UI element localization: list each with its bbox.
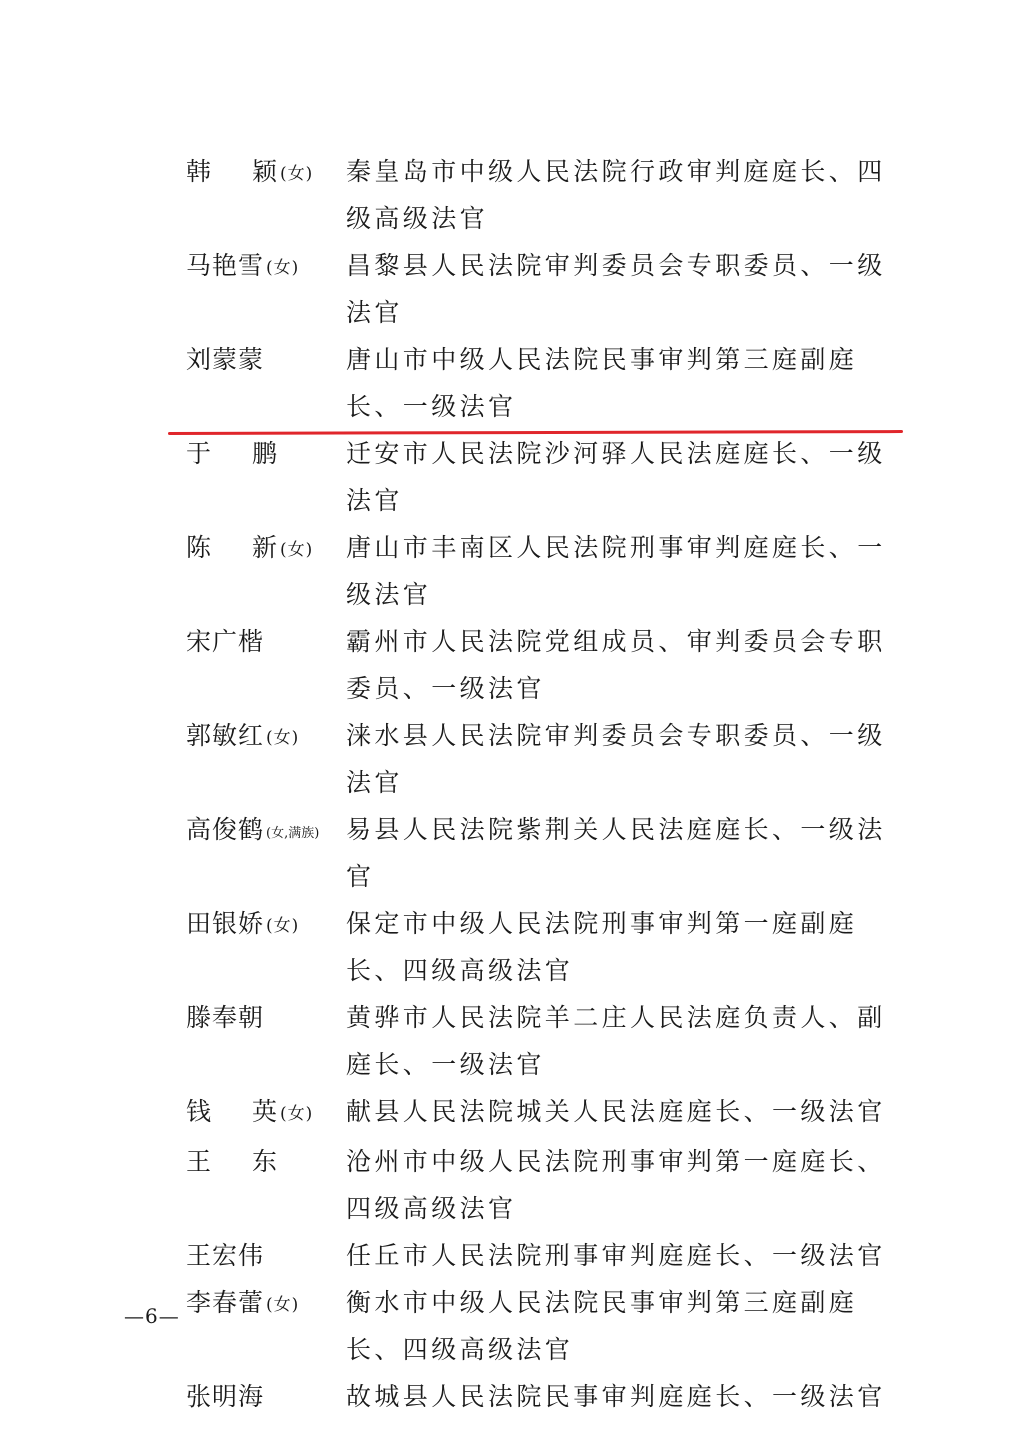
- person-note: (女): [266, 728, 300, 748]
- person-position: 易县人民法院紫荆关人民法庭庭长、一级法官: [346, 815, 886, 891]
- person-name: 田银娇 (女): [186, 909, 300, 938]
- person-name: 王 东: [186, 1147, 279, 1176]
- person-name: 王宏伟: [186, 1241, 265, 1270]
- list-item: [186, 712, 906, 806]
- person-note: (女): [280, 164, 314, 184]
- person-position: 霸州市人民法院党组成员、审判委员会专职委员、一级法官: [346, 627, 886, 703]
- list-item: [186, 1138, 906, 1232]
- person-note: (女,满族): [266, 826, 320, 841]
- list-item: [186, 900, 906, 994]
- person-name: 张明海: [186, 1382, 265, 1411]
- person-note: (女): [266, 1295, 300, 1315]
- list-item: [186, 242, 906, 336]
- person-name: 于 鹏: [186, 439, 279, 468]
- person-name: 郭敏红 (女): [186, 721, 300, 750]
- person-name: 陈 新 (女): [186, 533, 314, 562]
- person-position: 昌黎县人民法院审判委员会专职委员、一级法官: [346, 251, 886, 327]
- list-item: [186, 1279, 906, 1373]
- person-position: 故城县人民法院民事审判庭庭长、一级法官: [346, 1382, 886, 1411]
- list-item: [186, 336, 906, 430]
- person-position: 秦皇岛市中级人民法院行政审判庭庭长、四级高级法官: [346, 157, 886, 233]
- person-position: 唐山市丰南区人民法院刑事审判庭庭长、一级法官: [346, 533, 886, 609]
- person-position: 献县人民法院城关人民法庭庭长、一级法官: [346, 1097, 886, 1126]
- person-name: 宋广楷: [186, 627, 265, 656]
- list-item: [186, 148, 906, 242]
- list-item: [186, 430, 906, 524]
- person-name: 马艳雪 (女): [186, 251, 300, 280]
- person-position: 涞水县人民法院审判委员会专职委员、一级法官: [346, 721, 886, 797]
- person-position: 迁安市人民法院沙河驿人民法庭庭长、一级法官: [346, 439, 886, 515]
- person-position: 唐山市中级人民法院民事审判第三庭副庭长、一级法官: [346, 345, 858, 421]
- person-note: (女): [280, 540, 314, 560]
- list-item: [186, 524, 906, 618]
- person-note: (女): [280, 1104, 314, 1124]
- person-note: (女): [266, 916, 300, 936]
- person-position: 衡水市中级人民法院民事审判第三庭副庭长、四级高级法官: [346, 1288, 858, 1364]
- list-item: [186, 1232, 906, 1279]
- person-note: (女): [266, 258, 300, 278]
- person-name: 高俊鹤 (女,满族): [186, 815, 320, 844]
- person-name: 钱 英 (女): [186, 1097, 314, 1126]
- person-position: 任丘市人民法院刑事审判庭庭长、一级法官: [346, 1241, 886, 1270]
- list-item: [186, 618, 906, 712]
- person-name: 刘蒙蒙: [186, 345, 265, 374]
- person-name: 李春蕾 (女): [186, 1288, 300, 1317]
- person-position: 黄骅市人民法院羊二庄人民法庭负责人、副庭长、一级法官: [346, 1003, 886, 1079]
- page-number: —6—: [124, 1304, 180, 1328]
- person-name: 韩 颖 (女): [186, 157, 314, 186]
- person-position: 保定市中级人民法院刑事审判第一庭副庭长、四级高级法官: [346, 909, 858, 985]
- person-name: 滕奉朝: [186, 1003, 265, 1032]
- judge-list: [186, 148, 906, 1420]
- list-item: [186, 1088, 906, 1138]
- list-item: [186, 994, 906, 1088]
- list-item: [186, 806, 906, 900]
- list-item: [186, 1373, 906, 1420]
- person-position: 沧州市中级人民法院刑事审判第一庭庭长、四级高级法官: [346, 1147, 886, 1223]
